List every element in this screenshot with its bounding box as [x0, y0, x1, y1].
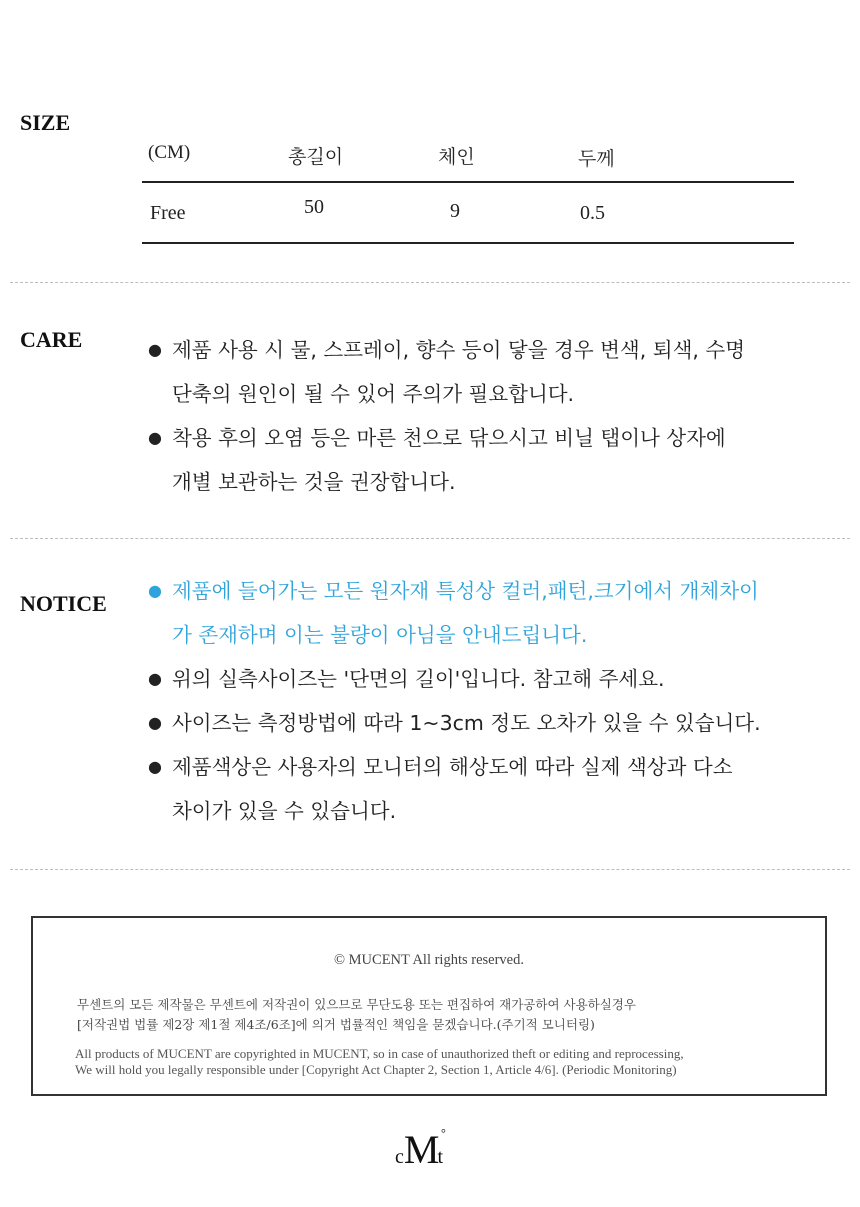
care-list — [148, 328, 745, 504]
copyright-title: © MUCENT All rights reserved. — [334, 952, 524, 968]
list-item: ● 제품 사용 시 물, 스프레이, 향수 등이 닿을 경우 변색, 퇴색, 수명 단축의 원인이 될 수 있어 주의가 필요합니다. — [148, 328, 745, 416]
table-bottom-rule — [142, 242, 794, 244]
table-cell-total-length: 50 — [304, 196, 324, 218]
table-cell-chain: 9 — [450, 200, 460, 222]
notice-heading: NOTICE — [20, 591, 107, 616]
copyright-box — [31, 916, 827, 1096]
section-divider — [10, 282, 850, 283]
list-item: ● 착용 후의 오염 등은 마른 천으로 닦으시고 비닐 탭이나 상자에 개별 보관하는 것을 권장합니다. — [148, 416, 745, 504]
bullet-icon: ● — [148, 669, 162, 688]
column-header-unit: (CM) — [148, 142, 191, 163]
column-header-chain: 체인 — [438, 146, 475, 168]
column-header-thickness: 두께 — [578, 148, 615, 170]
table-cell-size: Free — [150, 202, 186, 224]
bullet-icon: ● — [148, 713, 162, 732]
bullet-icon: ● — [148, 581, 162, 600]
copyright-english-line-2: We will hold you legally responsible under [Copyright Act Chapter 2, Section 1, Article 4/6]. (Periodic Monitoring) — [75, 1062, 677, 1077]
brand-logo: cMt° — [395, 1126, 446, 1172]
list-item: ● 사이즈는 측정방법에 따라 1~3cm 정도 오차가 있을 수 있습니다. — [148, 701, 761, 745]
table-header-rule — [142, 181, 794, 183]
bullet-icon: ● — [148, 757, 162, 776]
table-cell-thickness: 0.5 — [580, 202, 605, 224]
bullet-icon: ● — [148, 340, 162, 359]
list-item: ● 제품색상은 사용자의 모니터의 해상도에 따라 실제 색상과 다소 차이가 있을 수 있습니다. — [148, 745, 761, 833]
care-heading: CARE — [20, 327, 83, 352]
copyright-english-line-1: All products of MUCENT are copyrighted in MUCENT, so in case of unauthorized theft or editing and reprocessing, — [75, 1046, 684, 1061]
copyright-korean-line-2: [저작권법 법률 제2장 제1절 제4조/6조]에 의거 법률적인 책임을 묻겠습니다.(주기적 모니터링) — [77, 1017, 595, 1032]
size-heading: SIZE — [20, 110, 71, 135]
section-divider — [10, 869, 850, 870]
copyright-korean-line-1: 무센트의 모든 제작물은 무센트에 저작권이 있으므로 무단도용 또는 편집하여 재가공하여 사용하실경우 — [77, 997, 636, 1012]
column-header-total-length: 총길이 — [288, 146, 344, 168]
section-divider — [10, 538, 850, 539]
list-item: ● 위의 실측사이즈는 '단면의 길이'입니다. 참고해 주세요. — [148, 657, 761, 701]
list-item-highlight: ● 제품에 들어가는 모든 원자재 특성상 컬러,패턴,크기에서 개체차이 가 존재하며 이는 불량이 아님을 안내드립니다. — [148, 569, 761, 657]
notice-list — [148, 569, 761, 833]
bullet-icon: ● — [148, 428, 162, 447]
